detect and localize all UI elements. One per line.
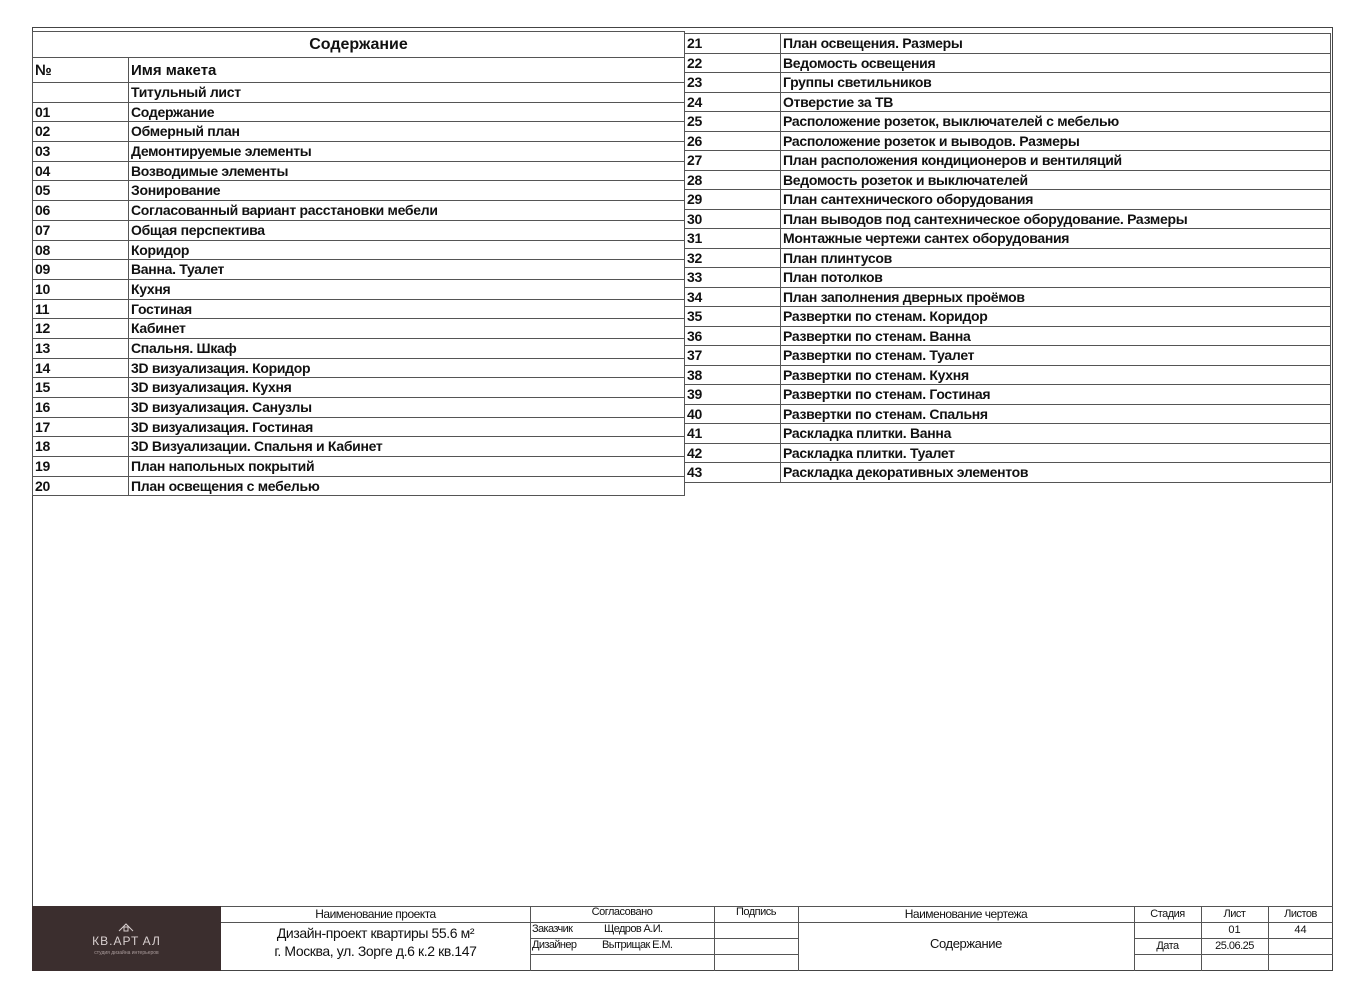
stamp-mid-line-2 [530, 954, 798, 955]
toc-row-number: 08 [33, 241, 129, 260]
toc-row [32, 378, 685, 398]
toc-row-name: 3D визуализация. Коридор [131, 359, 311, 376]
toc-row-number: 36 [685, 327, 781, 346]
toc-row-name: План плинтусов [783, 249, 892, 266]
toc-row-number: 12 [33, 319, 129, 338]
toc-row-name: Титульный лист [131, 84, 241, 100]
toc-row [32, 181, 685, 201]
designer-name: Вытрищак Е.М. [602, 939, 673, 951]
toc-row-name: Гостиная [131, 300, 192, 317]
toc-row-name: Развертки по стенам. Кухня [783, 366, 969, 383]
toc-row-number: 13 [33, 339, 129, 358]
toc-row-number: 16 [33, 398, 129, 417]
toc-row-name: Расположение розеток, выключателей с мебелью [783, 113, 1119, 129]
drawing-label: Наименование чертежа [904, 907, 1028, 921]
sheet-label: Лист [1223, 908, 1246, 920]
toc-row-name: План заполнения дверных проёмов [783, 288, 1025, 305]
agreed-label: Согласовано [591, 906, 653, 918]
toc-row-number: 34 [685, 288, 781, 307]
toc-row-name: План потолков [783, 269, 883, 285]
toc-row-name: План освещения с мебелью [131, 477, 320, 494]
toc-row [685, 405, 1331, 425]
toc-row-name: Группы светильников [783, 74, 932, 90]
toc-row [32, 300, 685, 320]
toc-row-name: Развертки по стенам. Ванна [783, 327, 971, 344]
toc-row-name: Ведомость розеток и выключателей [783, 171, 1028, 188]
toc-row-name: Монтажные чертежи сантех оборудования [783, 230, 1070, 246]
toc-row [685, 249, 1331, 269]
toc-row-number: 21 [685, 34, 781, 53]
toc-row [685, 346, 1331, 366]
sheets-value: 44 [1294, 924, 1307, 936]
toc-row-number: 26 [685, 132, 781, 151]
toc-row-number: 39 [685, 385, 781, 404]
toc-row-name: 3D визуализация. Кухня [131, 379, 292, 396]
toc-row [32, 103, 685, 123]
toc-row [32, 241, 685, 261]
toc-row-number: 42 [685, 444, 781, 463]
toc-row [685, 327, 1331, 347]
toc-row [685, 171, 1331, 191]
toc-row-number: 09 [33, 260, 129, 279]
toc-row-name: Зонирование [131, 182, 221, 199]
stamp-header-line [221, 922, 1333, 923]
toc-row-name: План расположения кондиционеров и вентиляций [783, 152, 1122, 168]
toc-row [32, 477, 685, 497]
toc-row-number: 11 [33, 300, 129, 319]
toc-table-right [685, 33, 1331, 483]
toc-row [32, 260, 685, 280]
house-icon [118, 922, 134, 932]
toc-row-name: Расположение розеток и выводов. Размеры [783, 132, 1080, 149]
toc-row [32, 437, 685, 457]
toc-row-number: 29 [685, 190, 781, 209]
toc-row-number: 25 [685, 112, 781, 131]
studio-logo [32, 906, 221, 971]
toc-row-name: Развертки по стенам. Туалет [783, 347, 975, 363]
toc-row-number: 17 [33, 418, 129, 437]
toc-row-name: 3D Визуализации. Спальня и Кабинет [131, 438, 383, 455]
toc-row-number: 19 [33, 457, 129, 476]
toc-row-name: План освещения. Размеры [783, 35, 963, 51]
toc-row-number: 27 [685, 151, 781, 170]
toc-row [685, 424, 1331, 444]
toc-row [685, 93, 1331, 113]
toc-row [685, 307, 1331, 327]
toc-row-number: 10 [33, 280, 129, 299]
project-line-1: Дизайн-проект квартиры 55.6 м² [276, 925, 475, 941]
logo-text: КВ.АРТ АЛ [92, 934, 161, 948]
col-number-header: № [33, 58, 129, 82]
toc-row-name: Раскладка декоративных элементов [783, 464, 1029, 480]
stage-label: Стадия [1150, 908, 1185, 920]
toc-row-name: Спальня. Шкаф [131, 339, 237, 356]
toc-row [32, 162, 685, 182]
toc-row [685, 366, 1331, 386]
toc-row-name: Развертки по стенам. Гостиная [783, 386, 991, 402]
designer-label: Дизайнер [532, 939, 577, 951]
toc-row-name: План сантехнического оборудования [783, 191, 1034, 207]
toc-row-name: Развертки по стенам. Коридор [783, 308, 988, 324]
toc-row-number: 05 [33, 181, 129, 200]
toc-row [32, 319, 685, 339]
toc-row-name: Коридор [131, 241, 190, 258]
toc-row [32, 457, 685, 477]
toc-row-name: Содержание [131, 103, 215, 120]
toc-row [685, 73, 1331, 93]
toc-row-number: 35 [685, 307, 781, 326]
title-block [32, 906, 1333, 971]
toc-row-name: Ведомость освещения [783, 54, 936, 71]
toc-row-number: 03 [33, 142, 129, 161]
signature-label: Подпись [735, 906, 777, 918]
toc-row-number: 32 [685, 249, 781, 268]
logo-subtitle: студия дизайна интерьеров [94, 950, 159, 956]
toc-left-rows [32, 83, 685, 496]
toc-row [32, 142, 685, 162]
toc-row [32, 398, 685, 418]
toc-row-number: 02 [33, 122, 129, 141]
toc-row [685, 288, 1331, 308]
toc-row-name: Общая перспектива [131, 221, 265, 238]
toc-row-name: Демонтируемые элементы [131, 143, 312, 160]
date-value: 25.06.25 [1215, 940, 1254, 952]
toc-row-name: План выводов под сантехническое оборудование. Размеры [783, 210, 1188, 227]
toc-row [32, 418, 685, 438]
toc-row-number: 18 [33, 437, 129, 456]
date-label: Дата [1156, 940, 1179, 952]
toc-row [685, 268, 1331, 288]
toc-row [32, 359, 685, 379]
toc-row-number: 01 [33, 103, 129, 122]
sheet-value: 01 [1228, 924, 1241, 936]
toc-row-number: 40 [685, 405, 781, 424]
toc-row-number: 38 [685, 366, 781, 385]
toc-row-number: 31 [685, 229, 781, 248]
toc-row-name: Развертки по стенам. Спальня [783, 405, 988, 422]
toc-row [685, 210, 1331, 230]
toc-row-number: 33 [685, 268, 781, 287]
toc-row-name: План напольных покрытий [131, 458, 315, 475]
toc-table-left [32, 31, 685, 496]
toc-row [685, 151, 1331, 171]
project-label: Наименование проекта [315, 907, 436, 921]
toc-row [685, 190, 1331, 210]
toc-row-number: 24 [685, 93, 781, 112]
toc-header-row [32, 57, 685, 83]
toc-title: Содержание [32, 31, 685, 57]
toc-row-name: Раскладка плитки. Ванна [783, 425, 952, 441]
toc-row-number: 14 [33, 359, 129, 378]
toc-row-number: 04 [33, 162, 129, 181]
toc-row-name: 3D визуализация. Гостиная [131, 418, 313, 435]
toc-row-number: 06 [33, 201, 129, 220]
toc-row [685, 34, 1331, 54]
toc-row-number: 07 [33, 221, 129, 240]
drawing-name: Содержание [930, 936, 1002, 951]
customer-label: Заказчик [532, 923, 573, 935]
toc-row-number: 28 [685, 171, 781, 190]
toc-row-name: 3D визуализация. Санузлы [131, 399, 312, 415]
toc-row-number: 37 [685, 346, 781, 365]
toc-row-name: Раскладка плитки. Туалет [783, 444, 955, 461]
toc-row [32, 280, 685, 300]
toc-row [685, 229, 1331, 249]
toc-row-name: Обмерный план [131, 123, 240, 140]
toc-row-number: 20 [33, 477, 129, 496]
toc-right-rows [685, 34, 1331, 483]
toc-row-name: Кабинет [131, 320, 186, 337]
toc-row-number: 22 [685, 54, 781, 73]
toc-row-name: Кухня [131, 280, 171, 297]
toc-row-number: 43 [685, 463, 781, 482]
toc-row-number: 23 [685, 73, 781, 92]
stamp-right-mid-line [1134, 938, 1333, 939]
toc-row-name: Ванна. Туалет [131, 261, 225, 278]
toc-row-number [33, 83, 129, 102]
toc-row [685, 463, 1331, 483]
toc-row-name: Возводимые элементы [131, 162, 289, 179]
toc-row [685, 385, 1331, 405]
col-name-header: Имя макета [131, 62, 217, 79]
toc-row [32, 122, 685, 142]
toc-row-name: Согласованный вариант расстановки мебели [131, 202, 438, 219]
toc-row [32, 221, 685, 241]
customer-name: Щедров А.И. [604, 923, 663, 935]
toc-row-number: 41 [685, 424, 781, 443]
toc-row [685, 112, 1331, 132]
toc-row-name: Отверстие за ТВ [783, 93, 894, 110]
project-line-2: г. Москва, ул. Зорге д.6 к.2 кв.147 [274, 943, 477, 959]
toc-row [685, 132, 1331, 152]
toc-row [685, 54, 1331, 74]
toc-row [32, 83, 685, 103]
toc-row [685, 444, 1331, 464]
sheets-label: Листов [1284, 908, 1317, 920]
toc-row [32, 201, 685, 221]
toc-row [32, 339, 685, 359]
stamp-right-mid-line-2 [1134, 954, 1333, 955]
toc-row-number: 30 [685, 210, 781, 229]
toc-row-number: 15 [33, 378, 129, 397]
